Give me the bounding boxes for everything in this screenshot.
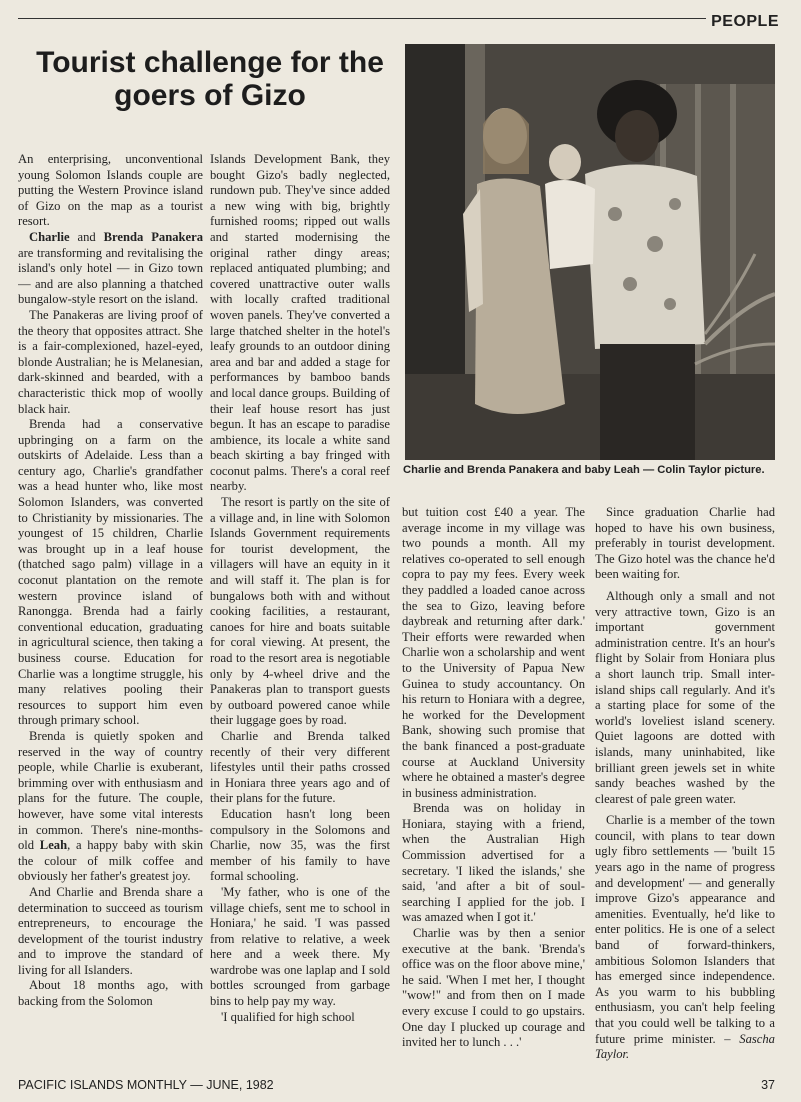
- section-label: PEOPLE: [711, 13, 779, 30]
- paragraph: Islands Development Bank, they bought Gizo's badly neglected, rundown pub. They've since added a new wing with big, brightly furnished rooms; ripped out walls and started modernising the original rather dingy areas; replaced antiquated plumbing; and covered unattractive outer walls with locally crafted traditional woven panels. They've converted a large thatched shelter in the hotel's leafy grounds to an outdoor dining area and bar and added a stage for performances by bamboo bands and local dance groups. Building of their leaf house resort has just begun. It has an escape to paradise ambience, its locale a white sand beach skirting a bay fringed with coconut palms. There's a coral reef nearby.: [210, 152, 390, 494]
- text-span: , a happy baby with skin the colour of milk coffee and obviously her father's greatest joy.: [18, 838, 203, 884]
- couple-photo: [405, 44, 775, 460]
- name-highlight: Leah: [39, 838, 68, 853]
- paragraph: The Panakeras are living proof of the theory that opposites attract. She is a fair-complexioned, hazel-eyed, blonde Australian; he is Melanesian, dark-skinned and bearded, with a characteristic thick mop of woolly black hair.: [18, 307, 203, 416]
- article-column-1: [18, 152, 203, 1067]
- paragraph: Although only a small and not very attractive town, Gizo is an important government administration centre. It's an hour's flight by Solair from Honiara plus a short launch trip. Small inter-island ships call regularly. And it's a starting place for some of the world's loveliest island scenery. Quiet lagoons are dotted with islands, many uninhabited, like brilliant green jewels set in white sandy beaches washed by the clearest of pale green water.: [595, 588, 775, 806]
- paragraph: [18, 729, 203, 885]
- paragraph: [18, 230, 203, 308]
- photo-illustration: [405, 44, 775, 460]
- headline: Tourist challenge for the goers of Gizo: [36, 46, 384, 112]
- article-column-4: [595, 505, 775, 1070]
- paragraph: About 18 months ago, with backing from the Solomon: [18, 978, 203, 1009]
- page-number: 37: [761, 1078, 775, 1092]
- name-highlight: Brenda Panakera: [103, 229, 203, 244]
- text-span: are transforming and revitalising the island's only hotel — in Gizo town — and are also planning a thatched bungalow-style resort on the island.: [18, 245, 203, 307]
- article-column-2: [210, 152, 390, 1067]
- paragraph: Education hasn't long been compulsory in the Solomons and Charlie, now 35, was the first member of his family to have formal schooling.: [210, 806, 390, 884]
- article-column-3: [402, 505, 585, 1070]
- paragraph: Charlie was by then a senior executive at the bank. 'Brenda's office was on the floor above mine,' he said. 'When I met her, I thought "wow!" and from then on I made every excuse I could to go upstairs. One day I plucked up courage and invited her to lunch . . .': [402, 926, 585, 1050]
- text-span: and: [69, 229, 104, 244]
- paragraph: Charlie and Brenda talked recently of their very different lifestyles until their paths crossed in Honiara three years ago and of their plans for the future.: [210, 728, 390, 806]
- name-highlight: Charlie: [29, 229, 70, 244]
- text-span: Charlie is a member of the town council, with plans to tear down ugly fibro settlements — 'built 15 years ago in the name of progress and development' — and generally improve Gizo's appearance and amenities. Eventually, he'd like to enter politics. He is one of a select band of forward-thinkers, ambitious Solomon Islanders that has emerged since independence. As you warm to his bubbling enthusiasm, you can't help feeling that you could well be talking to a future prime minister.: [595, 813, 775, 1046]
- paragraph: And Charlie and Brenda share a determination to succeed as tourism entrepreneurs, to encourage the development of the tourist industry and to improve the standard of living for all Islanders.: [18, 884, 203, 977]
- paragraph: 'I qualified for high school: [221, 1009, 355, 1024]
- paragraph: The resort is partly on the site of a village and, in line with Solomon Islands Government requirements for tourist development, the villagers will have an equity in it and will staff it. The plan is for bungalows both with and without cooking facilities, a restaurant, canoes for hire and boats suitable for coral viewing. At present, the road to the resort area is negotiable only by 4-wheel drive and the Panakeras plan to transport guests by outboard powered canoe while their luggage goes by road.: [210, 495, 390, 728]
- publication-footer: PACIFIC ISLANDS MONTHLY — JUNE, 1982: [18, 1078, 274, 1092]
- paragraph: but tuition cost £40 a year. The average income in my village was two pounds a month. All my relatives co-operated to sell enough copra to pay my fees. Every week they paddled a loaded canoe across the sea to Gizo, leaving before daybreak and returning after dark.' Their efforts were rewarded when Charlie won a scholarship and went to the University of Papua New Guinea to study accountancy. On his return to Honiara with a degree, he worked for the Development Bank, showing such promise that the bank financed a post-graduate course at Auckland University where he obtained a master's degree in business administration.: [402, 505, 585, 800]
- text-span: Brenda is quietly spoken and reserved in the way of country people, while Charlie is exuberant, brimming over with enthusiasm and plans for the future. The couple, however, have some vital interests in common. There's nine-months-old: [18, 728, 203, 853]
- paragraph: An enterprising, unconventional young Solomon Islands couple are putting the Western Province island of Gizo on the map as a tourist resort.: [18, 152, 203, 229]
- paragraph: 'My father, who is one of the village chiefs, sent me to school in Honiara,' he said. 'I was passed from relative to relative, a week here and a week there. My wardrobe was one laplap and I sold bottles scrounged from garbage bins to help pay my way.: [210, 884, 390, 1009]
- paragraph: Since graduation Charlie had hoped to have his own business, preferably in tourist development. The Gizo hotel was the chance he'd been waiting for.: [595, 505, 775, 582]
- paragraph: Brenda was on holiday in Honiara, staying with a friend, when the Australian High Commission advertised for a secretary. 'I liked the islands,' she said, 'and after a bit of soul-searching I applied for the job. I was amazed when I got it.': [402, 801, 585, 925]
- top-rule: [18, 18, 706, 19]
- paragraph: [595, 813, 775, 1063]
- author-signature: – Sascha Taylor.: [595, 1031, 775, 1062]
- photo-caption: Charlie and Brenda Panakera and baby Leah — Colin Taylor picture.: [403, 464, 765, 476]
- paragraph: Brenda had a conservative upbringing on a farm on the outskirts of Adelaide. Less than a century ago, Charlie's grandfather was a head hunter who, like most Solomon Islanders, was converted to Christianity by missionaries. The youngest of 15 children, Charlie was brought up in a leaf house (thatched sago palm) village in a coconut plantation on the remote western province island of Ranongga. Brenda had a fairly conventional education, graduating in agricultural science, then taking a business course. Education for Charlie was a longtime struggle, his many relatives pooling their resources to support him even through primary school.: [18, 417, 203, 728]
